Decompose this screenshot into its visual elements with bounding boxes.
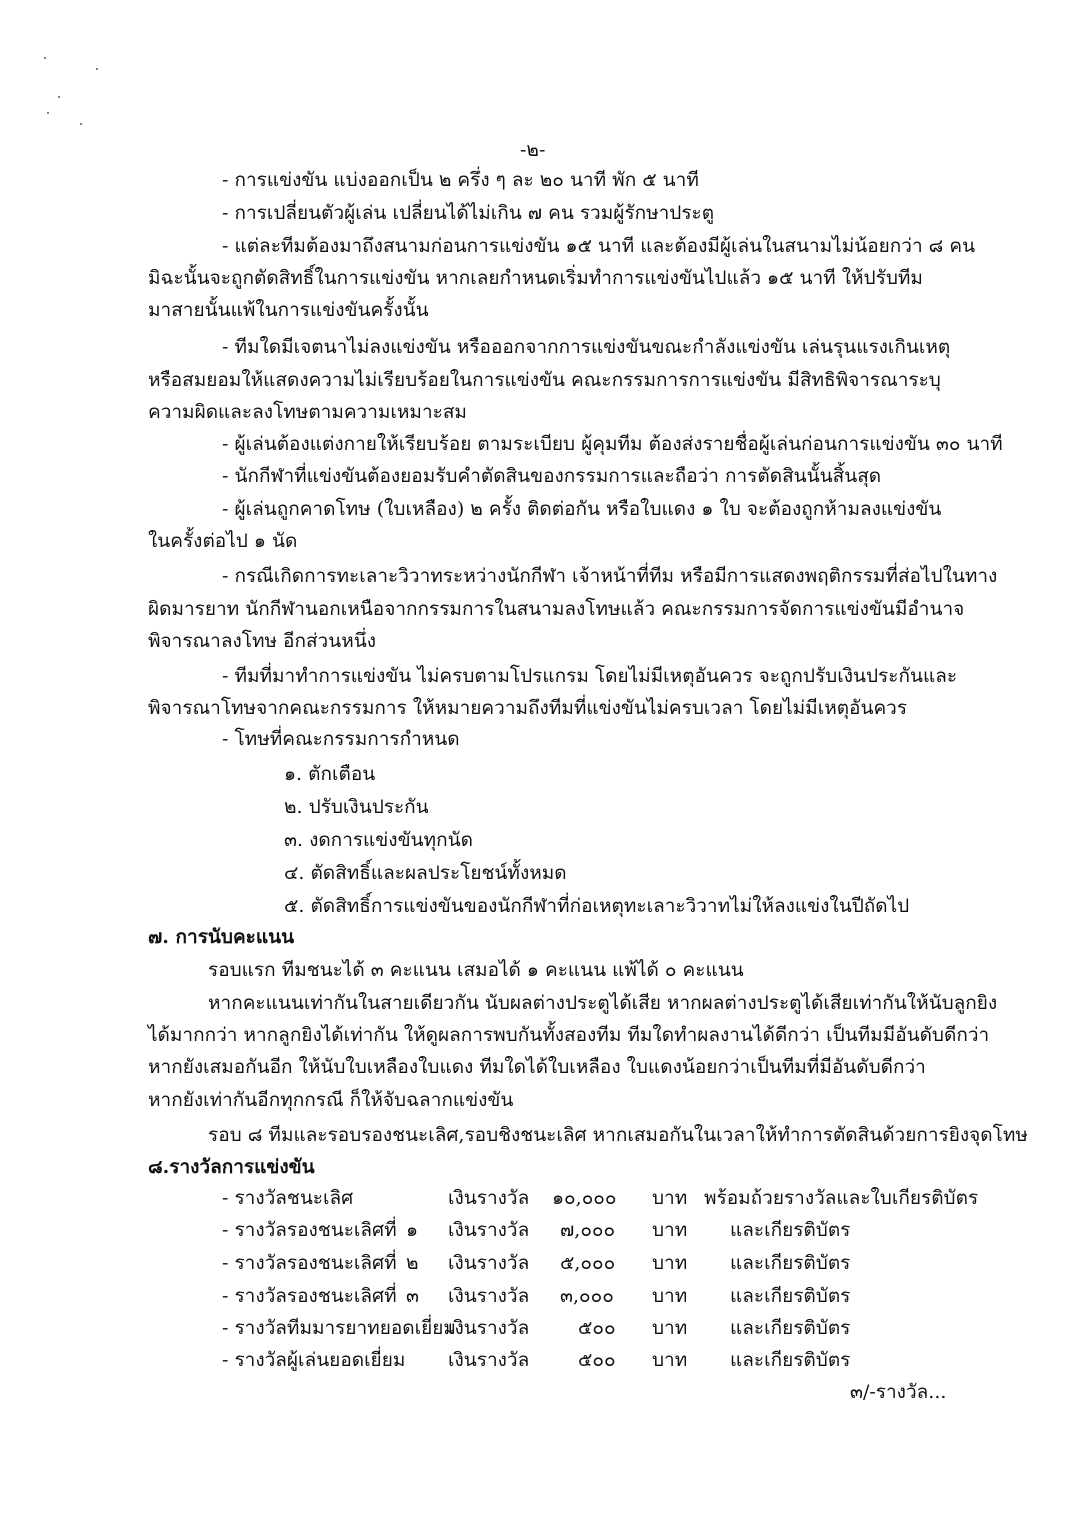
prize-amount: ๓,๐๐๐: [560, 1285, 614, 1307]
prize-rank: ๑: [406, 1219, 419, 1241]
prize-amount: ๕๐๐: [578, 1349, 616, 1371]
prize-unit: บาท: [652, 1187, 688, 1209]
rule-line: ผิดมารยาท นักกีฬานอกเหนือจากกรรมการในสนามลงโทษแล้ว คณะกรรมการจัดการแข่งขันมีอำนาจ: [148, 598, 965, 620]
prize-extra: และเกียรติบัตร: [730, 1219, 851, 1241]
scoring-line: หากยังเสมอกันอีก ให้นับใบเหลืองใบแดง ทีมใดได้ใบเหลือง ใบแดงน้อยกว่าเป็นทีมที่มีอันดับดีกว่า: [148, 1056, 926, 1078]
scoring-line: หากคะแนนเท่ากันในสายเดียวกัน นับผลต่างประตูได้เสีย หากผลต่างประตูได้เสียเท่ากันให้นับลูกยิง: [208, 992, 998, 1014]
penalty-item: ๔. ตัดสิทธิ์และผลประโยชน์ทั้งหมด: [284, 862, 567, 884]
scan-speck: [44, 57, 46, 59]
prize-extra: และเกียรติบัตร: [730, 1317, 851, 1339]
prize-name: - รางวัลรองชนะเลิศที่: [222, 1219, 397, 1241]
scan-speck: [58, 96, 60, 98]
prize-amount: ๕๐๐: [578, 1317, 616, 1339]
prize-name: - รางวัลผู้เล่นยอดเยี่ยม: [222, 1349, 406, 1371]
prize-unit: บาท: [652, 1317, 688, 1339]
prize-name: - รางวัลรองชนะเลิศที่: [222, 1285, 397, 1307]
prize-extra: และเกียรติบัตร: [730, 1285, 851, 1307]
prize-label: เงินรางวัล: [448, 1187, 530, 1209]
prize-unit: บาท: [652, 1252, 688, 1274]
prize-amount: ๑๐,๐๐๐: [552, 1187, 617, 1209]
page-number: -๒-: [520, 139, 546, 161]
rule-line: - แต่ละทีมต้องมาถึงสนามก่อนการแข่งขัน ๑๕ นาที และต้องมีผู้เล่นในสนามไม่น้อยกว่า ๘ คน: [222, 235, 976, 257]
prize-label: เงินรางวัล: [448, 1317, 530, 1339]
prize-name: - รางวัลชนะเลิศ: [222, 1187, 354, 1209]
prize-label: เงินรางวัล: [448, 1252, 530, 1274]
scan-speck: [80, 123, 82, 125]
rule-line: ความผิดและลงโทษตามความเหมาะสม: [148, 401, 467, 423]
rule-line: - ผู้เล่นถูกคาดโทษ (ใบเหลือง) ๒ ครั้ง ติดต่อกัน หรือใบแดง ๑ ใบ จะต้องถูกห้ามลงแข่งขัน: [222, 498, 942, 520]
rule-line: หรือสมยอมให้แสดงความไม่เรียบร้อยในการแข่งขัน คณะกรรมการการแข่งขัน มีสิทธิพิจารณาระบุ: [148, 369, 941, 391]
scan-speck: [96, 68, 98, 70]
prize-extra: พร้อมถ้วยรางวัลและใบเกียรติบัตร: [704, 1187, 979, 1209]
prize-rank: ๒: [406, 1252, 419, 1274]
scoring-line: หากยังเท่ากันอีกทุกกรณี ก็ให้จับฉลากแข่งขัน: [148, 1089, 514, 1111]
continuation-note: ๓/-รางวัล...: [850, 1381, 947, 1403]
rule-line: มาสายนั้นแพ้ในการแข่งขันครั้งนั้น: [148, 299, 429, 321]
prize-unit: บาท: [652, 1219, 688, 1241]
prize-label: เงินรางวัล: [448, 1349, 530, 1371]
prize-unit: บาท: [652, 1285, 688, 1307]
rule-line: - โทษที่คณะกรรมการกำหนด: [222, 728, 460, 750]
penalty-item: ๒. ปรับเงินประกัน: [284, 796, 429, 818]
scoring-heading: ๗. การนับคะแนน: [148, 926, 295, 948]
rule-line: พิจารณาลงโทษ อีกส่วนหนึ่ง: [148, 630, 376, 652]
rule-line: พิจารณาโทษจากคณะกรรมการ ให้หมายความถึงทีมที่แข่งขันไม่ครบเวลา โดยไม่มีเหตุอันควร: [148, 697, 908, 719]
prize-label: เงินรางวัล: [448, 1285, 530, 1307]
prize-amount: ๕,๐๐๐: [560, 1252, 616, 1274]
prize-amount: ๗,๐๐๐: [560, 1219, 616, 1241]
rule-line: - ทีมใดมีเจตนาไม่ลงแข่งขัน หรือออกจากการแข่งขันขณะกำลังแข่งขัน เล่นรุนแรงเกินเหตุ: [222, 336, 951, 358]
rule-line: - นักกีฬาที่แข่งขันต้องยอมรับคำตัดสินของกรรมการและถือว่า การตัดสินนั้นสิ้นสุด: [222, 465, 882, 487]
rule-line: มิฉะนั้นจะถูกตัดสิทธิ์ในการแข่งขัน หากเลยกำหนดเริ่มทำการแข่งขันไปแล้ว ๑๕ นาที ให้ปรับทีม: [148, 267, 923, 289]
prize-extra: และเกียรติบัตร: [730, 1349, 851, 1371]
prize-unit: บาท: [652, 1349, 688, 1371]
scoring-line: รอบแรก ทีมชนะได้ ๓ คะแนน เสมอได้ ๑ คะแนน แพ้ได้ ๐ คะแนน: [208, 959, 744, 981]
rule-line: - ทีมที่มาทำการแข่งขัน ไม่ครบตามโปรแกรม โดยไม่มีเหตุอันควร จะถูกปรับเงินประกันและ: [222, 665, 958, 687]
prize-label: เงินรางวัล: [448, 1219, 530, 1241]
penalty-item: ๑. ตักเตือน: [284, 763, 376, 785]
rule-line: ในครั้งต่อไป ๑ นัด: [148, 530, 298, 552]
rule-line: - ผู้เล่นต้องแต่งกายให้เรียบร้อย ตามระเบียบ ผู้คุมทีม ต้องส่งรายชื่อผู้เล่นก่อนการแข่งขัน ๓๐ นาที: [222, 433, 1003, 455]
rule-line: - การแข่งขัน แบ่งออกเป็น ๒ ครึ่ง ๆ ละ ๒๐ นาที พัก ๕ นาที: [222, 169, 699, 191]
rule-line: - กรณีเกิดการทะเลาะวิวาทระหว่างนักกีฬา เจ้าหน้าที่ทีม หรือมีการแสดงพฤติกรรมที่ส่อไปในทาง: [222, 565, 998, 587]
scan-speck: [47, 112, 49, 114]
penalty-item: ๓. งดการแข่งขันทุกนัด: [284, 829, 473, 851]
scoring-line: ได้มากกว่า หากลูกยิงได้เท่ากัน ให้ดูผลการพบกันทั้งสองทีม ทีมใดทำผลงานได้ดีกว่า เป็นทีมมีอันดับดีกว่า: [148, 1024, 990, 1046]
scoring-line: รอบ ๘ ทีมและรอบรองชนะเลิศ,รอบชิงชนะเลิศ หากเสมอกันในเวลาให้ทำการตัดสินด้วยการยิงจุดโทษ: [208, 1124, 1028, 1146]
prize-name: - รางวัลรองชนะเลิศที่: [222, 1252, 397, 1274]
prizes-heading: ๘.รางวัลการแข่งขัน: [148, 1156, 315, 1178]
prize-name: - รางวัลทีมมารยาทยอดเยี่ยม: [222, 1317, 456, 1339]
prize-rank: ๓: [406, 1285, 419, 1307]
penalty-item: ๕. ตัดสิทธิ์การแข่งขันของนักกีฬาที่ก่อเหตุทะเลาะวิวาทไม่ให้ลงแข่งในปีถัดไป: [284, 895, 910, 917]
rule-line: - การเปลี่ยนตัวผู้เล่น เปลี่ยนได้ไม่เกิน ๗ คน รวมผู้รักษาประตู: [222, 202, 715, 224]
prize-extra: และเกียรติบัตร: [730, 1252, 851, 1274]
